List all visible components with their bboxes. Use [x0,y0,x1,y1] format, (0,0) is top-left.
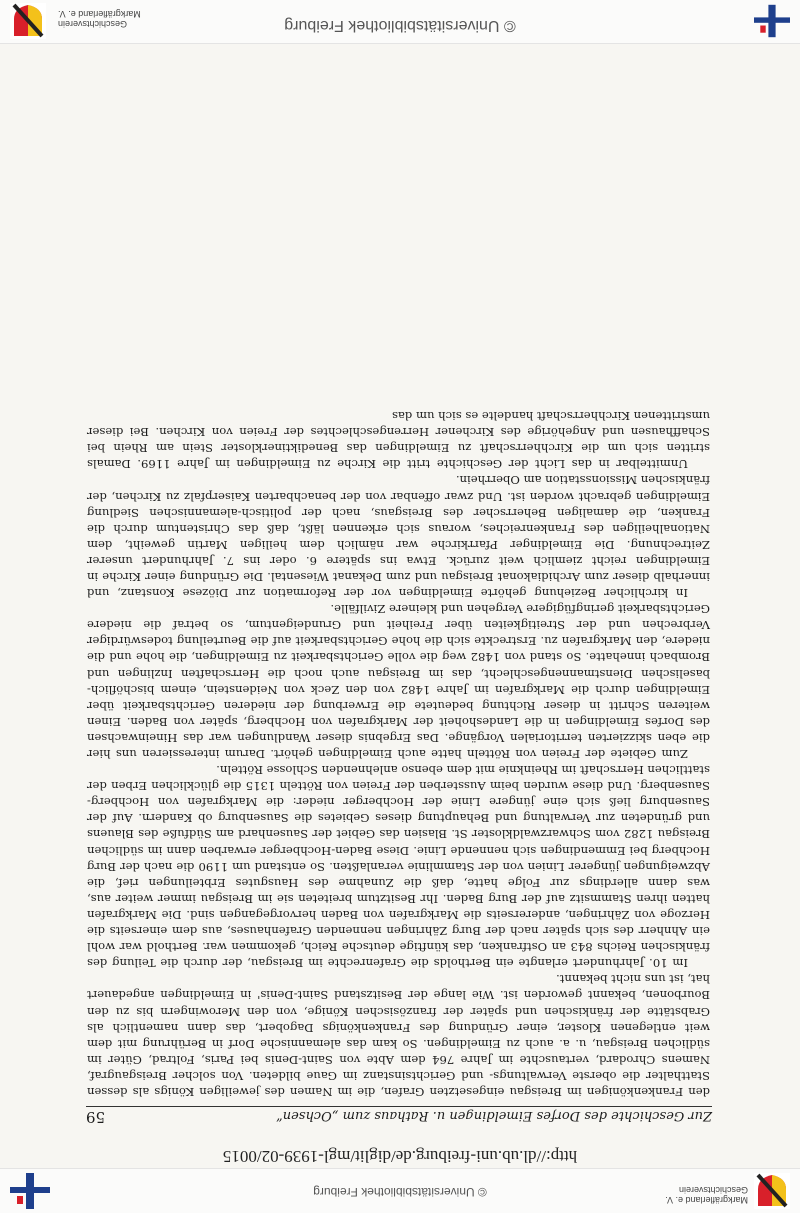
library-credit: © Universitätsbibliothek Freiburg [284,17,516,34]
org-line-2: Geschichtsverein [678,1185,748,1195]
paragraph: Zum Gebiete der Freien von Rötteln hatte auch Eimeldingen gehört. Darum interessieren uns hier die eben skizzierten territorialen Vorgänge. Das Ergebnis dieser Wandlungen war das Hineinwachsen des Dorfes Eimeldingen in die Landeshoheit der Markgrafen von Hochberg, später von Baden. Einen weiteren Schritt in dieser Richtung bedeutete die Erwerbung der niederen Gerichtsbarkeit über Eimeldingen durch die Markgrafen im Jahre 1482 von den Zeck von Neidenstein, einem bischöflich-baselischen Dienstmannengeschlecht, das im Breisgau auch noch die Herrschaften Inzlingen und Brombach innehatte. So stand von 1482 weg die volle Gerichtsbarkeit zu Eimeldingen, die hohe und die niedere, den Markgrafen zu. Erstreckte sich die hohe Gerichtsbarkeit auf die Beurteilung todeswürdiger Verbrechen und der Streitigkeiten über Freiheit und Grundeigentum, so betraf die niedere Gerichtsbarkeit geringfügigere Vergehen und kleinere Zivilfälle. [87,602,710,762]
page-number: 59 [86,1108,106,1126]
top-watermark-bar [0,1168,800,1213]
org-name [58,9,141,29]
org-line-2: Markgräflerland e. V. [58,9,141,19]
paragraph: Im 10. Jahrhundert erlangte ein Bertholds die Grafenrechte im Breisgau, der durch die Teilung des fränkischen Reichs 843 an Ostfranken, das künftige deutsche Reich, gekommen war. Berthold war wohl ein Ahnherr des sich später nach der Burg Zähringen nennenden Grafenhauses, aus dem einerseits die Herzoge von Zähringen, andererseits die Markgrafen von Baden hervorgegangen sind. Die Markgrafen hatten ihren Stammsitz auf der Burg Baden. Ihr Besitztum breiteten sie im Breisgau immer weiter aus, was dann allerdings zur Folge hatte, daß die Zunahme des Hausgutes Erbteilungen rief, die Abzweigungen jüngerer Linien von der Stammlinie veranlaßten. So entstand um 1190 die nach der Burg Hochberg bei Emmendingen sich nennende Linie. Diese Baden-Hochberger erwarben dann im südlichen Breisgau 1282 vom Schwarzwaldkloster St. Blasien das Gebiet der Sausenhard am Südfuße des Blauens und gründeten zur Verwaltung und Behauptung dieses Gebietes die Sausenburg ob Kandern. Auf der Sausenburg ließ sich eine jüngere Linie der Hochberger nieder: die Markgrafen von Hochberg-Sausenberg. Und diese wurden beim Aussterben der Freien von Rötteln 1315 die glücklichen Erben der stattlichen Herrschaft im Rheinknie mit dem ebenso anlehnenden Schlosse Rötteln. [87,763,710,971]
header-rule [86,1106,712,1107]
document-url[interactable]: http://dl.ub.uni-freiburg.de/diglit/mgl-1939-02/0015 [222,1147,578,1166]
paragraph: den Frankenkönigen im Breisgau eingesetzten Grafen, die im Namen des jeweiligen Königs als dessen Statthalter die oberste Verwaltungs- und Gerichtsinstanz im Gaue bildeten. Von solcher Breisgaugraf, Namens Chrodard, vertauschte im Jahre 764 dem Abte von Saint-Denis bei Paris, Foltrad, Güter im südlichen Breisgau, u. a. auch zu Eimeldingen. So kam das alemannische Dorf in Berührung mit dem weit entlegenen Kloster, einer Gründung des Frankenkönigs Dagobert, das dann namentlich als Grabstätte der fränkischen und später der französischen Könige, von den Merowingern bis zu den Bourbonen, bekannt geworden ist. Wie lange der Besitzstand Saint-Denis' in Eimeldingen angedauert hat, ist uns nicht bekannt. [87,972,710,1099]
coat-of-arms-icon [10,3,46,39]
body-text [87,408,710,1100]
library-credit: © Universitätsbibliothek Freiburg [313,1185,487,1199]
running-head [86,1108,712,1126]
running-head-title: Zur Geschichte des Dorfes Eimeldingen u. Rathaus zum „Ochsen“ [276,1108,712,1123]
paragraph: Unmittelbar in das Licht der Geschichte tritt die Kirche zu Eimeldingen im Jahre 1169. Damals stritten sich um die Kirchherrschaft zu Eimeldingen das Benediktinerkloster Stein am Rhein bei Schaffhausen und Angehörige des Kirchener Herrengeschlechtes der Freien von Kirchen. Bei dieser umstrittenen Kirchherrschaft handelte es sich um das [87,409,710,472]
bottom-watermark-bar [0,0,800,44]
paragraph: In kirchlicher Beziehung gehörte Eimeldingen vor der Reformation zur Diözese Konstanz, und innerhalb dieser zum Archidiakonat Breisgau und zum Dekanat Wiesental. Die Gründung einer Kirche in Eimeldingen reicht ziemlich weit zurück. Etwa ins spätere 6. oder ins 7. Jahrhundert unserer Zeitrechnung. Die Eimeldinger Pfarrkirche war nämlich dem heiligen Martin geweiht, dem Nationalheiligen des Frankenreiches, woraus sich erkennen läßt, daß das Christentum durch die Franken, die damaligen Beherrscher des Breisgaus, nach der politisch-alemannischen Siedlung Eimeldingen gebracht worden ist. Und zwar offenbar von der benachbarten Kaiserpfalz zu Kirchen, der fränkischen Missionsstation am Oberrhein. [87,473,710,601]
org-line-1: Geschichtsverein [58,19,128,29]
org-line-1: Markgräflerland e. V. [665,1195,748,1205]
university-library-logo-icon [10,1173,50,1209]
